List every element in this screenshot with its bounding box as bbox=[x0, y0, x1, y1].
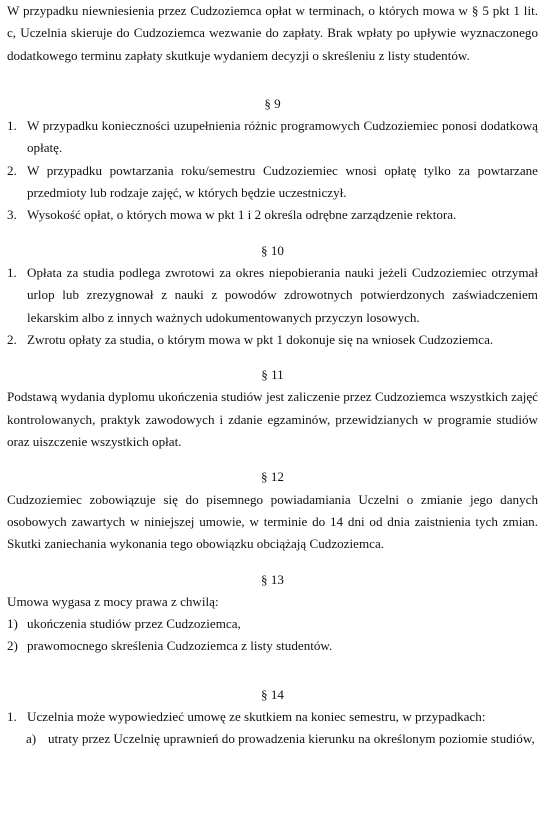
list-item bbox=[7, 262, 538, 329]
section-11-heading: § 11 bbox=[261, 367, 284, 383]
section-13-heading: § 13 bbox=[261, 571, 284, 587]
list-item-number: 3. bbox=[7, 207, 17, 223]
list-item-text: Opłata za studia podlega zwrotowi za okres niepobierania nauki jeżeli Cudzoziemiec otrzymał urlop lub zrezygnował z nauki z powodów zdrowotnych potwierdzonych zaświadczeniem lekarskim albo z innych ważnych udokumentowanych przyczyn losowych. bbox=[27, 264, 538, 325]
sub-list-item-text: utraty przez Uczelnię uprawnień do prowadzenia kierunku na określonym poziomie studiów, bbox=[48, 731, 535, 747]
section-11-paragraph: Podstawą wydania dyplomu ukończenia studiów jest zaliczenie przez Cudzoziemca wszystkich zajęć kontrolowanych, praktyk zawodowych i zdanie egzaminów, przewidzianych w programie studiów oraz uiszczenie wszystkich opłat. bbox=[7, 389, 538, 450]
sub-list-item-letter: a) bbox=[26, 731, 37, 747]
list-item-text: prawomocnego skreślenia Cudzoziemca z listy studentów. bbox=[27, 638, 333, 654]
list-item bbox=[7, 115, 538, 160]
list-item-text: Uczelnia może wypowiedzieć umowę ze skutkiem na koniec semestru, w przypadkach: bbox=[27, 709, 486, 725]
section-12-paragraph: Cudzoziemiec zobowiązuje się do pisemnego powiadamiania Uczelni o zmianie jego danych osobowych zawartych w niniejszej umowie, w terminie do 14 dni od dnia zaistnienia tych zmian. Skutki zaniechania wykonania tego obowiązku obciążają Cudzoziemca. bbox=[7, 491, 538, 552]
list-item bbox=[7, 329, 538, 351]
section-12-heading: § 12 bbox=[261, 469, 284, 485]
list-item-number: 2) bbox=[7, 638, 18, 654]
list-item-text: W przypadku konieczności uzupełnienia różnic programowych Cudzoziemiec ponosi dodatkową opłatę. bbox=[27, 118, 538, 156]
list-item-number: 1. bbox=[7, 709, 17, 725]
list-item-number: 2. bbox=[7, 331, 17, 347]
list-item-number: 1. bbox=[7, 264, 17, 280]
section-13-lead: Umowa wygasa z mocy prawa z chwilą: bbox=[7, 593, 219, 609]
document-page bbox=[7, 0, 538, 751]
list-item bbox=[7, 204, 538, 226]
section-9-heading: § 9 bbox=[264, 95, 281, 111]
list-item-number: 1. bbox=[7, 118, 17, 134]
sub-list-item bbox=[26, 728, 538, 750]
list-item-text: Zwrotu opłaty za studia, o którym mowa w pkt 1 dokonuje się na wniosek Cudzoziemca. bbox=[27, 331, 494, 347]
list-item bbox=[7, 635, 538, 657]
section-10-heading: § 10 bbox=[261, 242, 284, 258]
section-14-heading: § 14 bbox=[261, 686, 284, 702]
list-item-number: 2. bbox=[7, 162, 17, 178]
list-item bbox=[7, 706, 538, 728]
list-item-text: Wysokość opłat, o których mowa w pkt 1 i 2 określa odrębne zarządzenie rektora. bbox=[27, 207, 457, 223]
list-item-text: ukończenia studiów przez Cudzoziemca, bbox=[27, 616, 241, 632]
list-item bbox=[7, 160, 538, 205]
intro-paragraph: W przypadku niewniesienia przez Cudzoziemca opłat w terminach, o których mowa w § 5 pkt 1 lit. c, Uczelnia skieruje do Cudzoziemca wezwanie do zapłaty. Brak wpłaty po upływie wyznaczonego dodatkowego terminu zapłaty skutkuje wydaniem decyzji o skreśleniu z listy studentów. bbox=[7, 3, 538, 63]
list-item-text: W przypadku powtarzania roku/semestru Cudzoziemiec wnosi opłatę tylko za powtarzane przedmioty lub rodzaje zajęć, w których będzie uczestniczył. bbox=[27, 162, 538, 201]
list-item-number: 1) bbox=[7, 616, 18, 632]
list-item bbox=[7, 613, 538, 635]
